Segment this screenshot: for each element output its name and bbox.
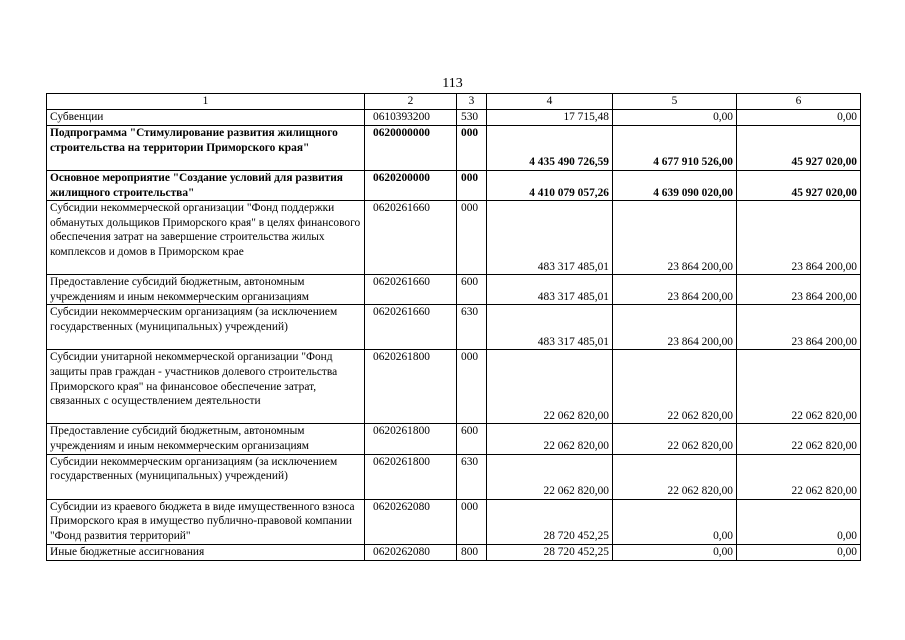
page-number: 113 — [442, 76, 463, 91]
table-row — [47, 126, 861, 171]
row-amount-col4-cell: 4 435 490 726,59 — [487, 126, 613, 171]
table-row — [47, 350, 861, 424]
row-code-cell: 0620262080 — [365, 499, 457, 544]
row-amount-col4-cell: 17 715,48 — [487, 110, 613, 126]
row-expense-type-cell: 800 — [457, 544, 487, 560]
row-name-cell: Субвенции — [47, 110, 365, 126]
table-header-row — [47, 94, 861, 110]
table-row — [47, 499, 861, 544]
row-amount-col5-cell: 22 062 820,00 — [613, 350, 737, 424]
row-amount-col6-cell: 23 864 200,00 — [737, 275, 861, 305]
table-row — [47, 305, 861, 350]
row-expense-type-cell: 000 — [457, 350, 487, 424]
header-cell-6: 6 — [737, 94, 861, 110]
row-expense-type-cell: 000 — [457, 171, 487, 201]
row-amount-col6-cell: 22 062 820,00 — [737, 454, 861, 499]
row-expense-type-cell: 530 — [457, 110, 487, 126]
row-name-cell: Субсидии из краевого бюджета в виде имущественного взноса Приморского края в имущество публично-правовой компании "Фонд развития территорий" — [47, 499, 365, 544]
table-row — [47, 275, 861, 305]
row-amount-col4-cell: 28 720 452,25 — [487, 499, 613, 544]
row-amount-col5-cell: 22 062 820,00 — [613, 454, 737, 499]
row-name-cell: Подпрограмма "Стимулирование развития жилищного строительства на территории Приморского края" — [47, 126, 365, 171]
row-amount-col4-cell: 483 317 485,01 — [487, 305, 613, 350]
row-amount-col6-cell: 23 864 200,00 — [737, 201, 861, 275]
row-amount-col4-cell: 483 317 485,01 — [487, 201, 613, 275]
header-cell-1: 1 — [47, 94, 365, 110]
row-code-cell: 0620261800 — [365, 350, 457, 424]
row-amount-col4-cell: 28 720 452,25 — [487, 544, 613, 560]
row-expense-type-cell: 000 — [457, 126, 487, 171]
table-row — [47, 544, 861, 560]
row-amount-col4-cell: 483 317 485,01 — [487, 275, 613, 305]
row-amount-col6-cell: 22 062 820,00 — [737, 350, 861, 424]
header-cell-2: 2 — [365, 94, 457, 110]
row-code-cell: 0620262080 — [365, 544, 457, 560]
header-cell-5: 5 — [613, 94, 737, 110]
row-expense-type-cell: 630 — [457, 454, 487, 499]
row-code-cell: 0610393200 — [365, 110, 457, 126]
row-amount-col6-cell: 0,00 — [737, 544, 861, 560]
row-name-cell: Субсидии некоммерческой организации "Фонд поддержки обманутых дольщиков Приморского края" в целях финансового обеспечения затрат на завершение строительства жилых комплексов и домов в Приморском крае — [47, 201, 365, 275]
row-expense-type-cell: 000 — [457, 201, 487, 275]
row-amount-col5-cell: 23 864 200,00 — [613, 275, 737, 305]
row-amount-col5-cell: 4 639 090 020,00 — [613, 171, 737, 201]
header-cell-3: 3 — [457, 94, 487, 110]
budget-table — [46, 93, 861, 561]
row-name-cell: Основное мероприятие "Создание условий для развития жилищного строительства" — [47, 171, 365, 201]
table-row — [47, 171, 861, 201]
row-amount-col6-cell: 45 927 020,00 — [737, 171, 861, 201]
row-amount-col5-cell: 4 677 910 526,00 — [613, 126, 737, 171]
row-expense-type-cell: 600 — [457, 424, 487, 454]
row-name-cell: Иные бюджетные ассигнования — [47, 544, 365, 560]
row-amount-col6-cell: 0,00 — [737, 499, 861, 544]
row-amount-col6-cell: 45 927 020,00 — [737, 126, 861, 171]
row-code-cell: 0620261800 — [365, 424, 457, 454]
row-amount-col4-cell: 22 062 820,00 — [487, 454, 613, 499]
row-name-cell: Предоставление субсидий бюджетным, автономным учреждениям и иным некоммерческим организациям — [47, 424, 365, 454]
row-amount-col6-cell: 22 062 820,00 — [737, 424, 861, 454]
row-code-cell: 0620261800 — [365, 454, 457, 499]
row-name-cell: Субсидии некоммерческим организациям (за исключением государственных (муниципальных) учреждений) — [47, 305, 365, 350]
row-code-cell: 0620261660 — [365, 305, 457, 350]
row-code-cell: 0620261660 — [365, 275, 457, 305]
row-expense-type-cell: 000 — [457, 499, 487, 544]
table-row — [47, 424, 861, 454]
row-code-cell: 0620261660 — [365, 201, 457, 275]
row-amount-col5-cell: 22 062 820,00 — [613, 424, 737, 454]
row-amount-col5-cell: 0,00 — [613, 499, 737, 544]
row-amount-col5-cell: 23 864 200,00 — [613, 201, 737, 275]
row-amount-col4-cell: 22 062 820,00 — [487, 350, 613, 424]
row-amount-col5-cell: 0,00 — [613, 110, 737, 126]
row-expense-type-cell: 630 — [457, 305, 487, 350]
row-name-cell: Субсидии унитарной некоммерческой организации "Фонд защиты прав граждан - участников долевого строительства Приморского края" на финансовое обеспечение затрат, связанных с осуществлением деятельности — [47, 350, 365, 424]
row-amount-col5-cell: 23 864 200,00 — [613, 305, 737, 350]
row-amount-col5-cell: 0,00 — [613, 544, 737, 560]
row-amount-col6-cell: 0,00 — [737, 110, 861, 126]
table-row — [47, 110, 861, 126]
row-code-cell: 0620000000 — [365, 126, 457, 171]
header-cell-4: 4 — [487, 94, 613, 110]
row-name-cell: Предоставление субсидий бюджетным, автономным учреждениям и иным некоммерческим организациям — [47, 275, 365, 305]
row-amount-col4-cell: 4 410 079 057,26 — [487, 171, 613, 201]
row-code-cell: 0620200000 — [365, 171, 457, 201]
row-amount-col4-cell: 22 062 820,00 — [487, 424, 613, 454]
table-row — [47, 201, 861, 275]
table-row — [47, 454, 861, 499]
row-expense-type-cell: 600 — [457, 275, 487, 305]
row-amount-col6-cell: 23 864 200,00 — [737, 305, 861, 350]
row-name-cell: Субсидии некоммерческим организациям (за исключением государственных (муниципальных) учреждений) — [47, 454, 365, 499]
